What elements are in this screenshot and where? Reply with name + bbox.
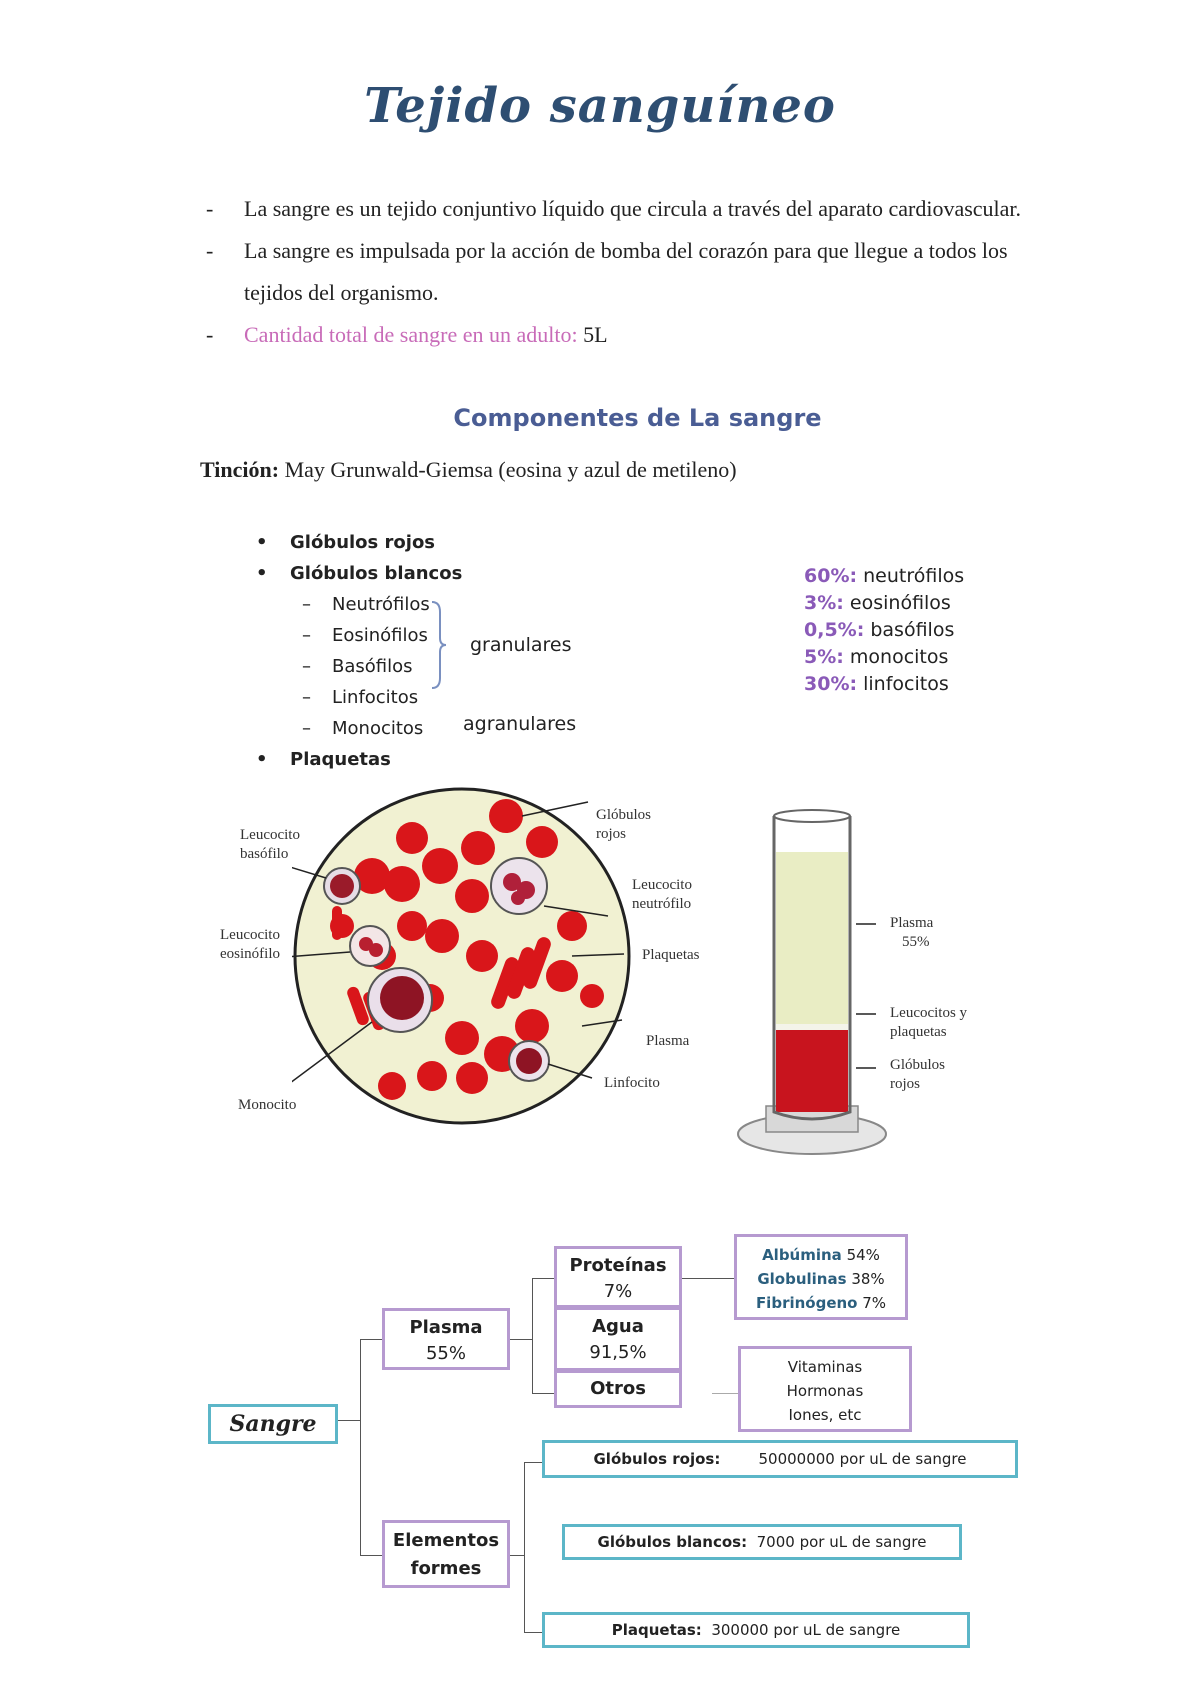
label-neutrophil: Leucocito neutrófilo xyxy=(632,877,692,912)
agranular-label: agranulares xyxy=(463,713,577,735)
staining-text: May Grunwald-Giemsa (eosina y azul de metileno) xyxy=(284,457,737,482)
protein-type-item: Fibrinógeno 7% xyxy=(755,1294,887,1312)
label-monocyte: Monocito xyxy=(238,1097,297,1113)
connector-line xyxy=(360,1339,384,1340)
connector-line xyxy=(336,1420,360,1421)
bullet-text: La sangre es un tejido conjuntivo líquido que circula a través del aparato cardiovascular. xyxy=(244,196,1022,221)
node-globulos-blancos: Glóbulos blancos: 7000 por uL de sangre xyxy=(562,1524,962,1560)
label-lymphocyte: Linfocito xyxy=(604,1075,660,1091)
node-otros: Otros xyxy=(554,1370,682,1408)
lymphocyte-cell xyxy=(509,1041,549,1081)
protein-type-item: Globulinas 38% xyxy=(757,1270,885,1288)
otros-item: Iones, etc xyxy=(788,1406,862,1424)
percentage-item: 0,5%: basófilos xyxy=(804,619,955,641)
connector-line xyxy=(532,1278,533,1393)
white-type-item: – Neutrófilos xyxy=(302,594,430,615)
percentage-item: 5%: monocitos xyxy=(804,646,949,668)
tube-label-leucocytes: Leucocitos y plaquetas xyxy=(890,1005,968,1040)
tube-label-red-cells: Glóbulos rojos xyxy=(890,1057,946,1092)
component-red-cells: • Glóbulos rojos xyxy=(256,532,436,553)
node-otros-items xyxy=(738,1346,912,1432)
connector-line xyxy=(524,1462,525,1632)
connector-line xyxy=(680,1278,736,1279)
connector-line xyxy=(524,1462,544,1463)
percentage-item: 3%: eosinófilos xyxy=(804,592,951,614)
protein-type-item: Albúmina 54% xyxy=(762,1246,880,1264)
component-white-cells: • Glóbulos blancos xyxy=(256,563,463,584)
connector-line xyxy=(532,1278,556,1279)
connector-line xyxy=(524,1632,544,1633)
label-red-cells: Glóbulos rojos xyxy=(596,807,652,842)
node-globulos-rojos: Glóbulos rojos: 50000000 por uL de sangre xyxy=(542,1440,1018,1478)
white-type-item: – Monocitos xyxy=(302,718,424,739)
node-agua: Agua 91,5% xyxy=(554,1307,682,1371)
component-platelets: • Plaquetas xyxy=(256,749,391,770)
connector-line xyxy=(508,1555,524,1556)
connector-line xyxy=(508,1339,532,1340)
neutrophil-cell xyxy=(491,858,547,914)
blood-volume-label: Cantidad total de sangre en un adulto: xyxy=(244,322,578,347)
node-plaquetas: Plaquetas: 300000 por uL de sangre xyxy=(542,1612,970,1648)
eosinophil-cell xyxy=(350,926,390,966)
bullet-dash: - xyxy=(206,238,214,263)
page-title: Tejido sanguíneo xyxy=(364,78,836,134)
white-type-item: – Linfocitos xyxy=(302,687,419,708)
node-plasma: Plasma 55% xyxy=(382,1308,510,1370)
connector-line xyxy=(532,1393,556,1394)
label-plasma: Plasma xyxy=(646,1033,690,1049)
section-subtitle: Componentes de La sangre xyxy=(453,404,822,432)
percentage-item: 60%: neutrófilos xyxy=(804,565,965,587)
percentages-list xyxy=(804,563,964,698)
white-type-item: – Eosinófilos xyxy=(302,625,428,646)
staining-label: Tinción: xyxy=(200,457,280,482)
bullet-item xyxy=(206,188,1026,230)
otros-item: Vitaminas xyxy=(787,1358,863,1376)
intro-bullets xyxy=(206,188,1026,356)
connector-line xyxy=(360,1555,384,1556)
connector-line xyxy=(712,1393,740,1394)
node-proteinas: Proteínas 7% xyxy=(554,1246,682,1308)
bullet-dash: - xyxy=(206,322,214,347)
staining-line xyxy=(200,457,737,483)
monocyte-cell xyxy=(368,968,432,1032)
bullet-text: La sangre es impulsada por la acción de bomba del corazón para que llegue a todos los tejidos del organismo. xyxy=(244,238,1008,305)
white-type-item: – Basófilos xyxy=(302,656,413,677)
node-sangre: Sangre xyxy=(208,1404,338,1444)
connector-line xyxy=(360,1339,361,1556)
node-protein-types xyxy=(734,1234,908,1320)
bullet-item xyxy=(206,230,1026,314)
test-tube-illustration xyxy=(730,806,890,1166)
basophil-cell xyxy=(324,868,360,904)
brace-icon xyxy=(430,600,450,690)
label-platelets: Plaquetas xyxy=(642,947,700,963)
blood-volume-value: 5L xyxy=(583,322,608,347)
bullet-dash: - xyxy=(206,196,214,221)
node-elementos-formes: Elementos formes xyxy=(382,1520,510,1588)
label-eosinophil: Leucocito eosinófilo xyxy=(220,927,280,962)
label-basophil: Leucocito basófilo xyxy=(240,827,300,862)
blood-smear-illustration xyxy=(292,786,632,1126)
tube-label-plasma: Plasma 55% xyxy=(890,915,934,950)
otros-item: Hormonas xyxy=(786,1382,864,1400)
bullet-item xyxy=(206,314,1026,356)
granular-label: granulares xyxy=(470,634,572,656)
percentage-item: 30%: linfocitos xyxy=(804,673,949,695)
